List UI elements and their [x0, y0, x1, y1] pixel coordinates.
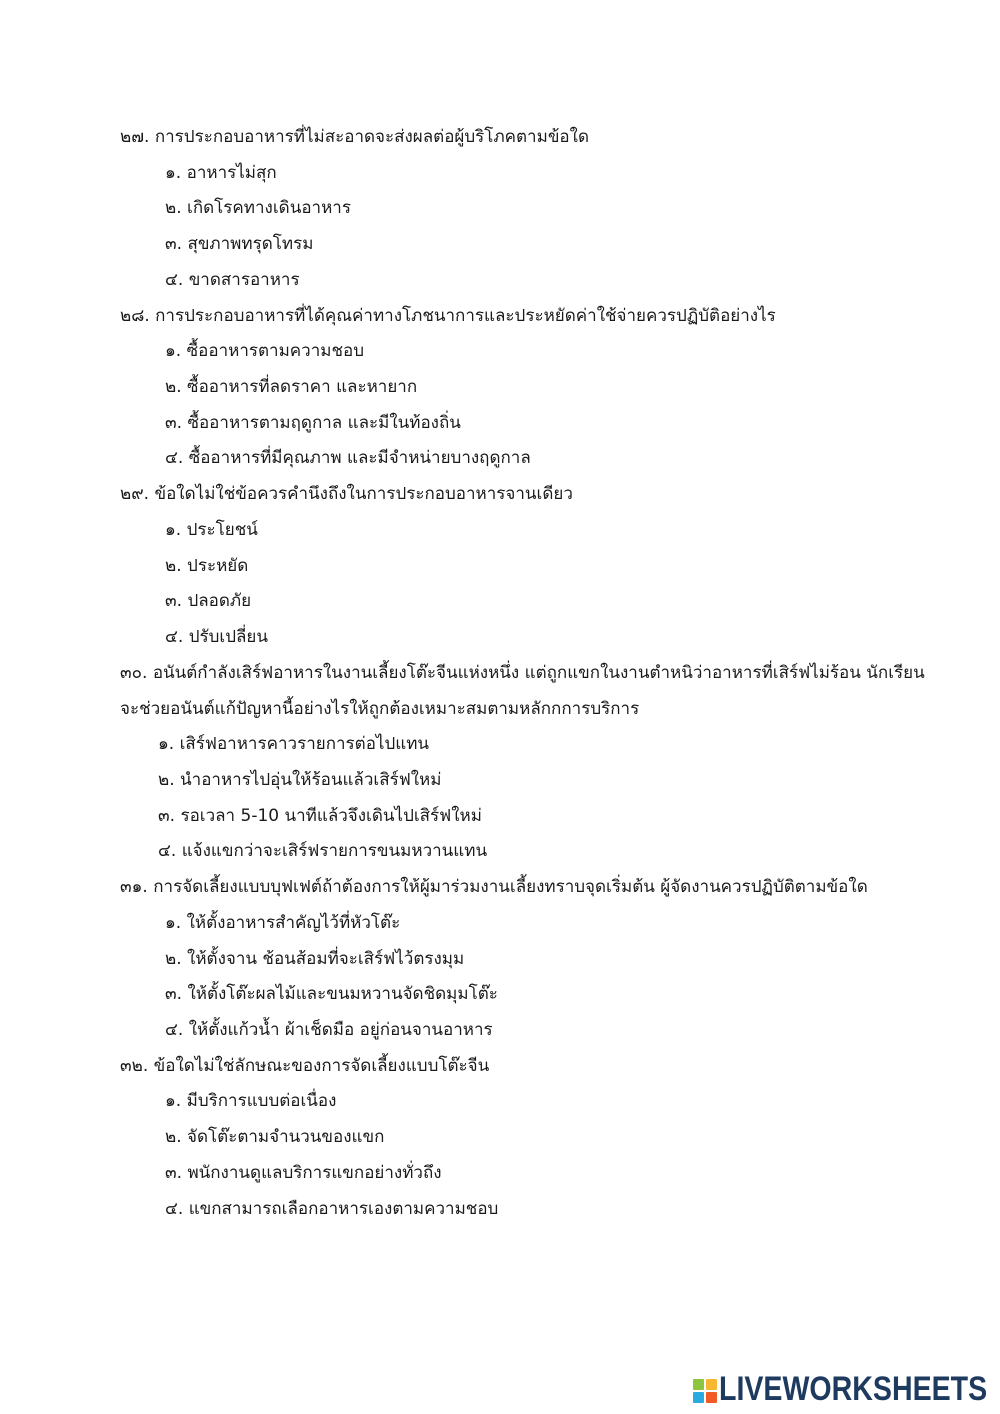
option-text: พนักงานดูแลบริการแขกอย่างทั่วถึง — [187, 1162, 442, 1183]
question-31-option-4 — [0, 1013, 1000, 1049]
option-text: ประโยชน์ — [186, 519, 258, 540]
question-text: ข้อใดไม่ใช่ข้อควรคำนึงถึงในการประกอบอาหารจานเดียว — [154, 484, 573, 505]
option-text: ปรับเปลี่ยน — [188, 627, 269, 648]
question-text: จะช่วยอนันต์แก้ปัญหานี้อย่างไรให้ถูกต้องเหมาะสมตามหลักกการบริการ — [120, 698, 640, 719]
question-28-option-4 — [0, 441, 1000, 477]
question-number: ๓๑. — [120, 877, 148, 898]
option-number: ๑. — [165, 341, 182, 362]
option-text: ขาดสารอาหาร — [188, 269, 300, 290]
question-27 — [0, 120, 1000, 156]
option-number: ๑. — [165, 912, 182, 933]
question-32-option-4 — [0, 1192, 1000, 1228]
option-text: ประหยัด — [187, 555, 249, 576]
option-number: ๒. — [165, 377, 182, 398]
question-30-option-3 — [0, 799, 1000, 835]
option-number: ๓. — [165, 234, 183, 255]
option-text: เกิดโรคทางเดินอาหาร — [187, 198, 351, 219]
option-text: นำอาหารไปอุ่นให้ร้อนแล้วเสิร์ฟใหม่ — [180, 769, 442, 790]
option-text: ซื้ออาหารตามความชอบ — [186, 341, 364, 362]
option-number: ๑. — [165, 519, 182, 540]
question-30-continuation — [0, 692, 1000, 728]
option-text: เสิร์ฟอาหารคาวรายการต่อไปแทน — [179, 734, 430, 755]
option-number: ๒. — [165, 1127, 182, 1148]
option-text: ให้ตั้งโต๊ะผลไม้และขนมหวานจัดชิดมุมโต๊ะ — [187, 984, 498, 1005]
logo-square-orange — [706, 1392, 717, 1403]
question-27-option-1 — [0, 156, 1000, 192]
question-30-option-1 — [0, 727, 1000, 763]
option-number: ๓. — [165, 984, 183, 1005]
question-32-option-1 — [0, 1084, 1000, 1120]
option-number: ๒. — [165, 948, 182, 969]
option-number: ๔. — [165, 1198, 184, 1219]
question-30 — [0, 656, 1000, 692]
option-number: ๓. — [165, 591, 183, 612]
option-number: ๔. — [165, 627, 184, 648]
question-27-option-2 — [0, 191, 1000, 227]
option-text: อาหารไม่สุก — [186, 162, 277, 183]
question-text: อนันต์กำลังเสิร์ฟอาหารในงานเลี้ยงโต๊ะจีนแห่งหนึ่ง แต่ถูกแขกในงานตำหนิว่าอาหารที่เสิร์ฟไม่ร้อน นักเรียน — [152, 662, 925, 683]
question-29-option-3 — [0, 584, 1000, 620]
option-text: ให้ตั้งอาหารสำคัญไว้ที่หัวโต๊ะ — [186, 912, 401, 933]
question-28-option-1 — [0, 334, 1000, 370]
question-29-option-4 — [0, 620, 1000, 656]
logo-square-yellow — [706, 1379, 717, 1390]
question-31-option-2 — [0, 942, 1000, 978]
option-text: แจ้งแขกว่าจะเสิร์ฟรายการขนมหวานแทน — [181, 841, 488, 862]
option-number: ๑. — [165, 162, 182, 183]
question-30-option-2 — [0, 763, 1000, 799]
question-31-option-3 — [0, 977, 1000, 1013]
option-text: ซื้ออาหารตามฤดูกาล และมีในท้องถิ่น — [187, 412, 461, 433]
option-number: ๑. — [165, 1091, 182, 1112]
option-text: ให้ตั้งจาน ช้อนส้อมที่จะเสิร์ฟไว้ตรงมุม — [187, 948, 465, 969]
question-31-option-1 — [0, 906, 1000, 942]
question-29-option-2 — [0, 549, 1000, 585]
option-text: สุขภาพทรุดโทรม — [187, 234, 314, 255]
option-number: ๔. — [165, 1019, 184, 1040]
option-number: ๒. — [165, 198, 182, 219]
option-number: ๓. — [165, 412, 183, 433]
logo-text: LIVEWORKSHEETS — [719, 1370, 988, 1408]
option-number: ๑. — [158, 734, 175, 755]
question-29 — [0, 477, 1000, 513]
question-number: ๒๙. — [120, 484, 150, 505]
option-number: ๔. — [165, 448, 184, 469]
question-text: การจัดเลี้ยงแบบบุฟเฟต์ถ้าต้องการให้ผู้มาร่วมงานเลี้ยงทราบจุดเริ่มต้น ผู้จัดงานควรปฏิบัติตามข้อใด — [153, 877, 868, 898]
question-31 — [0, 870, 1000, 906]
option-number: ๓. — [158, 805, 176, 826]
worksheet — [0, 120, 1000, 1227]
question-number: ๓๒. — [120, 1055, 149, 1076]
question-text: ข้อใดไม่ใช่ลักษณะของการจัดเลี้ยงแบบโต๊ะจีน — [153, 1055, 490, 1076]
option-number: ๒. — [158, 769, 175, 790]
option-text: ซื้ออาหารที่มีคุณภาพ และมีจำหน่ายบางฤดูกาล — [188, 448, 531, 469]
option-text: จัดโต๊ะตามจำนวนของแขก — [187, 1127, 385, 1148]
option-number: ๔. — [158, 841, 177, 862]
option-text: ให้ตั้งแก้วน้ำ ผ้าเช็ดมือ อยู่ก่อนจานอาหาร — [188, 1019, 493, 1040]
option-text: ปลอดภัย — [187, 591, 252, 612]
liveworksheets-logo — [693, 1372, 1000, 1406]
question-number: ๒๗. — [120, 127, 150, 147]
question-32-option-2 — [0, 1120, 1000, 1156]
question-text: การประกอบอาหารที่ได้คุณค่าทางโภชนาการและประหยัดค่าใช้จ่ายควรปฏิบัติอย่างไร — [155, 305, 776, 326]
question-28-option-3 — [0, 406, 1000, 442]
question-text: การประกอบอาหารที่ไม่สะอาดจะส่งผลต่อผู้บริโภคตามข้อใด — [154, 127, 589, 147]
option-number: ๓. — [165, 1162, 183, 1183]
option-text: มีบริการแบบต่อเนื่อง — [186, 1091, 337, 1112]
question-32-option-3 — [0, 1156, 1000, 1192]
logo-square-green — [693, 1379, 704, 1390]
option-text: แขกสามารถเลือกอาหารเองตามความชอบ — [188, 1198, 499, 1219]
question-30-option-4 — [0, 834, 1000, 870]
logo-square-blue — [693, 1392, 704, 1403]
option-number: ๒. — [165, 555, 182, 576]
option-text: รอเวลา 5-10 นาทีแล้วจึงเดินไปเสิร์ฟใหม่ — [180, 805, 482, 826]
question-number: ๒๘. — [120, 305, 150, 326]
question-32 — [0, 1049, 1000, 1085]
question-28-option-2 — [0, 370, 1000, 406]
question-28 — [0, 299, 1000, 335]
question-27-option-3 — [0, 227, 1000, 263]
question-number: ๓๐. — [120, 662, 148, 683]
option-text: ซื้ออาหารที่ลดราคา และหายาก — [187, 377, 418, 398]
liveworksheets-logo-icon — [693, 1379, 717, 1403]
question-27-option-4 — [0, 263, 1000, 299]
question-29-option-1 — [0, 513, 1000, 549]
option-number: ๔. — [165, 269, 184, 290]
